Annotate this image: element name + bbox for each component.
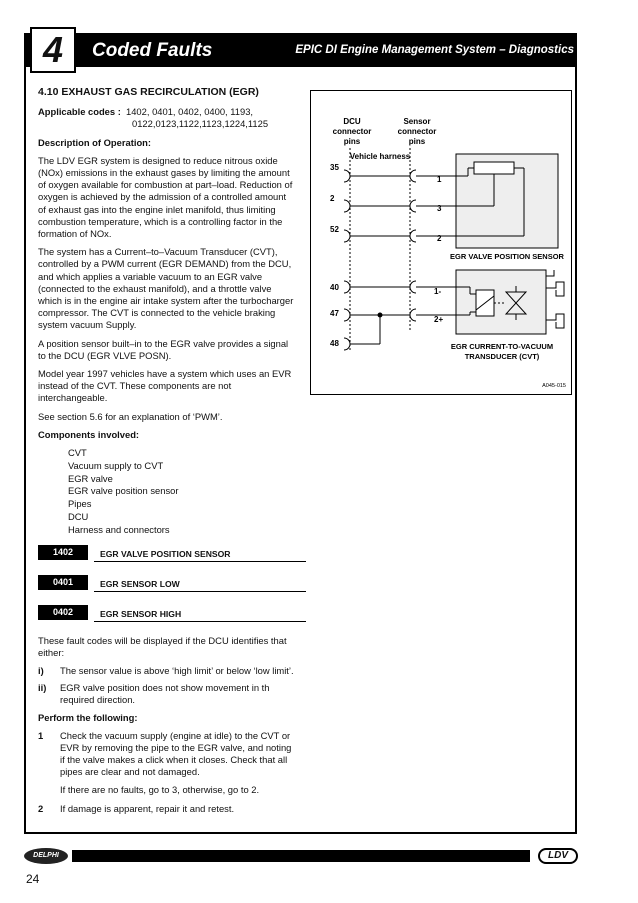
sensor-label-2: connector: [397, 127, 437, 136]
list-item: DCU: [68, 511, 89, 523]
cvt-pin-2: 2+: [434, 315, 444, 324]
components-list: [68, 447, 296, 537]
fault-intro: These fault codes will be displayed if the DCU identifies that either:: [38, 634, 287, 658]
condition-1: i) The sensor value is above ‘high limit’ or below ‘low limit’.: [38, 665, 294, 677]
fault-row-1402: [38, 545, 296, 561]
fault-label: EGR VALVE POSITION SENSOR: [100, 548, 231, 559]
fault-code: 1402: [38, 545, 88, 560]
para-1: The LDV EGR system is designed to reduce nitrous oxide (NOx) emissions in the exhaust gases by limiting the amount of oxygen available for combustion at part–load. Reduction of oxygen is achieved by the admission of a controlled amount of exhaust gas into the engine inlet manifold, thus limiting combustion temperature, which is a controlling factor in the formation of NOx.: [38, 154, 293, 240]
cvt-box: [456, 270, 546, 334]
dcu-label-1: DCU: [343, 117, 361, 126]
dcu-label-3: pins: [343, 137, 361, 146]
para-5: See section 5.6 for an explanation of ‘PWM’.: [38, 410, 223, 422]
cvt-label-2: TRANSDUCER (CVT): [464, 352, 540, 361]
sensor-resistor: [474, 162, 514, 174]
fault-code: 0401: [38, 575, 88, 590]
delphi-logo: DELPHI: [24, 848, 68, 864]
footer-bar: [72, 850, 530, 862]
codes-line2: 0122,0123,1122,1123,1224,1125: [132, 118, 269, 130]
list-item: Pipes: [68, 498, 92, 510]
list-item: EGR valve: [68, 472, 113, 484]
list-item: Vacuum supply to CVT: [68, 459, 164, 471]
dcu-pin-35: 35: [330, 163, 339, 172]
list-item: EGR valve position sensor: [68, 485, 179, 497]
para-4: Model year 1997 vehicles have a system which uses an EVR instead of the CVT. These components are not interchangeable.: [38, 368, 292, 404]
step-1-note: If there are no faults, go to 3, otherwise, go to 2.: [60, 783, 260, 795]
components-heading: Components involved:: [38, 428, 140, 440]
sensor-label-3: pins: [408, 137, 426, 146]
codes-line1: 1402, 0401, 0402, 0400, 1193,: [126, 106, 254, 118]
dcu-label-2: connector: [332, 127, 372, 136]
cvt-pin-1: 1-: [434, 287, 442, 296]
para-2: The system has a Current–to–Vacuum Transducer (CVT), controlled by a PWM current (EGR DEMAND) from the DCU, and which applies a variable vacuum to an EGR valve (connected to the exhaust manifold), and a throttle valve which is in the engine air intake system after the turbocharger compressor. The CVT is connected to the vehicle braking system vacuum Supply.: [38, 246, 294, 331]
sensor-box-label: EGR VALVE POSITION SENSOR: [450, 252, 564, 261]
header-subtitle: EPIC DI Engine Management System – Diagnostics: [295, 44, 574, 56]
fault-label: EGR SENSOR LOW: [100, 578, 180, 589]
diagram-ref: A045-015: [542, 383, 566, 389]
para-3: A position sensor built–in to the EGR valve provides a signal to the DCU (EGR VLVE POSN).: [38, 337, 289, 361]
chapter-number: 4: [30, 27, 76, 73]
sensor-pin-3: 3: [437, 204, 442, 213]
description-heading: Description of Operation:: [38, 136, 152, 148]
sensor-pin-1: 1: [437, 175, 442, 184]
junction-dot: [378, 313, 383, 318]
text-column: [38, 86, 296, 820]
fault-code: 0402: [38, 605, 88, 620]
dcu-pin-52: 52: [330, 225, 339, 234]
list-item: Harness and connectors: [68, 523, 170, 535]
fault-row-0401: [38, 575, 296, 591]
harness-label: Vehicle harness: [349, 152, 411, 161]
cvt-label-1: EGR CURRENT-TO-VACUUM: [450, 342, 554, 351]
section-title: 4.10 EXHAUST GAS RECIRCULATION (EGR): [38, 86, 259, 98]
step-2: 2 If damage is apparent, repair it and retest.: [38, 802, 235, 814]
fault-label: EGR SENSOR HIGH: [100, 608, 182, 619]
codes-label: Applicable codes :: [38, 106, 121, 118]
perform-heading: Perform the following:: [38, 711, 138, 723]
sensor-label-1: Sensor: [403, 117, 431, 126]
list-item: CVT: [68, 447, 87, 459]
condition-2: ii) EGR valve position does not show movement in th required direction.: [38, 682, 270, 706]
page-number: 24: [26, 872, 40, 886]
egr-wiring-diagram: [310, 90, 572, 395]
header-title: Coded Faults: [92, 40, 213, 61]
dcu-pin-47: 47: [330, 309, 339, 318]
dcu-pin-40: 40: [330, 283, 339, 292]
sensor-pin-2: 2: [437, 234, 442, 243]
dcu-pin-48: 48: [330, 339, 339, 348]
fault-row-0402: [38, 605, 296, 621]
dcu-pin-2: 2: [330, 194, 335, 203]
applicable-codes: [38, 106, 296, 118]
step-1: 1 Check the vacuum supply (engine at idle) to the CVT or EVR by removing the pipe to the EGR valve, and noting if the valve makes a click when it closes. Check that all pipes are clear and not damaged.: [38, 729, 292, 778]
ldv-logo: LDV: [538, 848, 578, 864]
